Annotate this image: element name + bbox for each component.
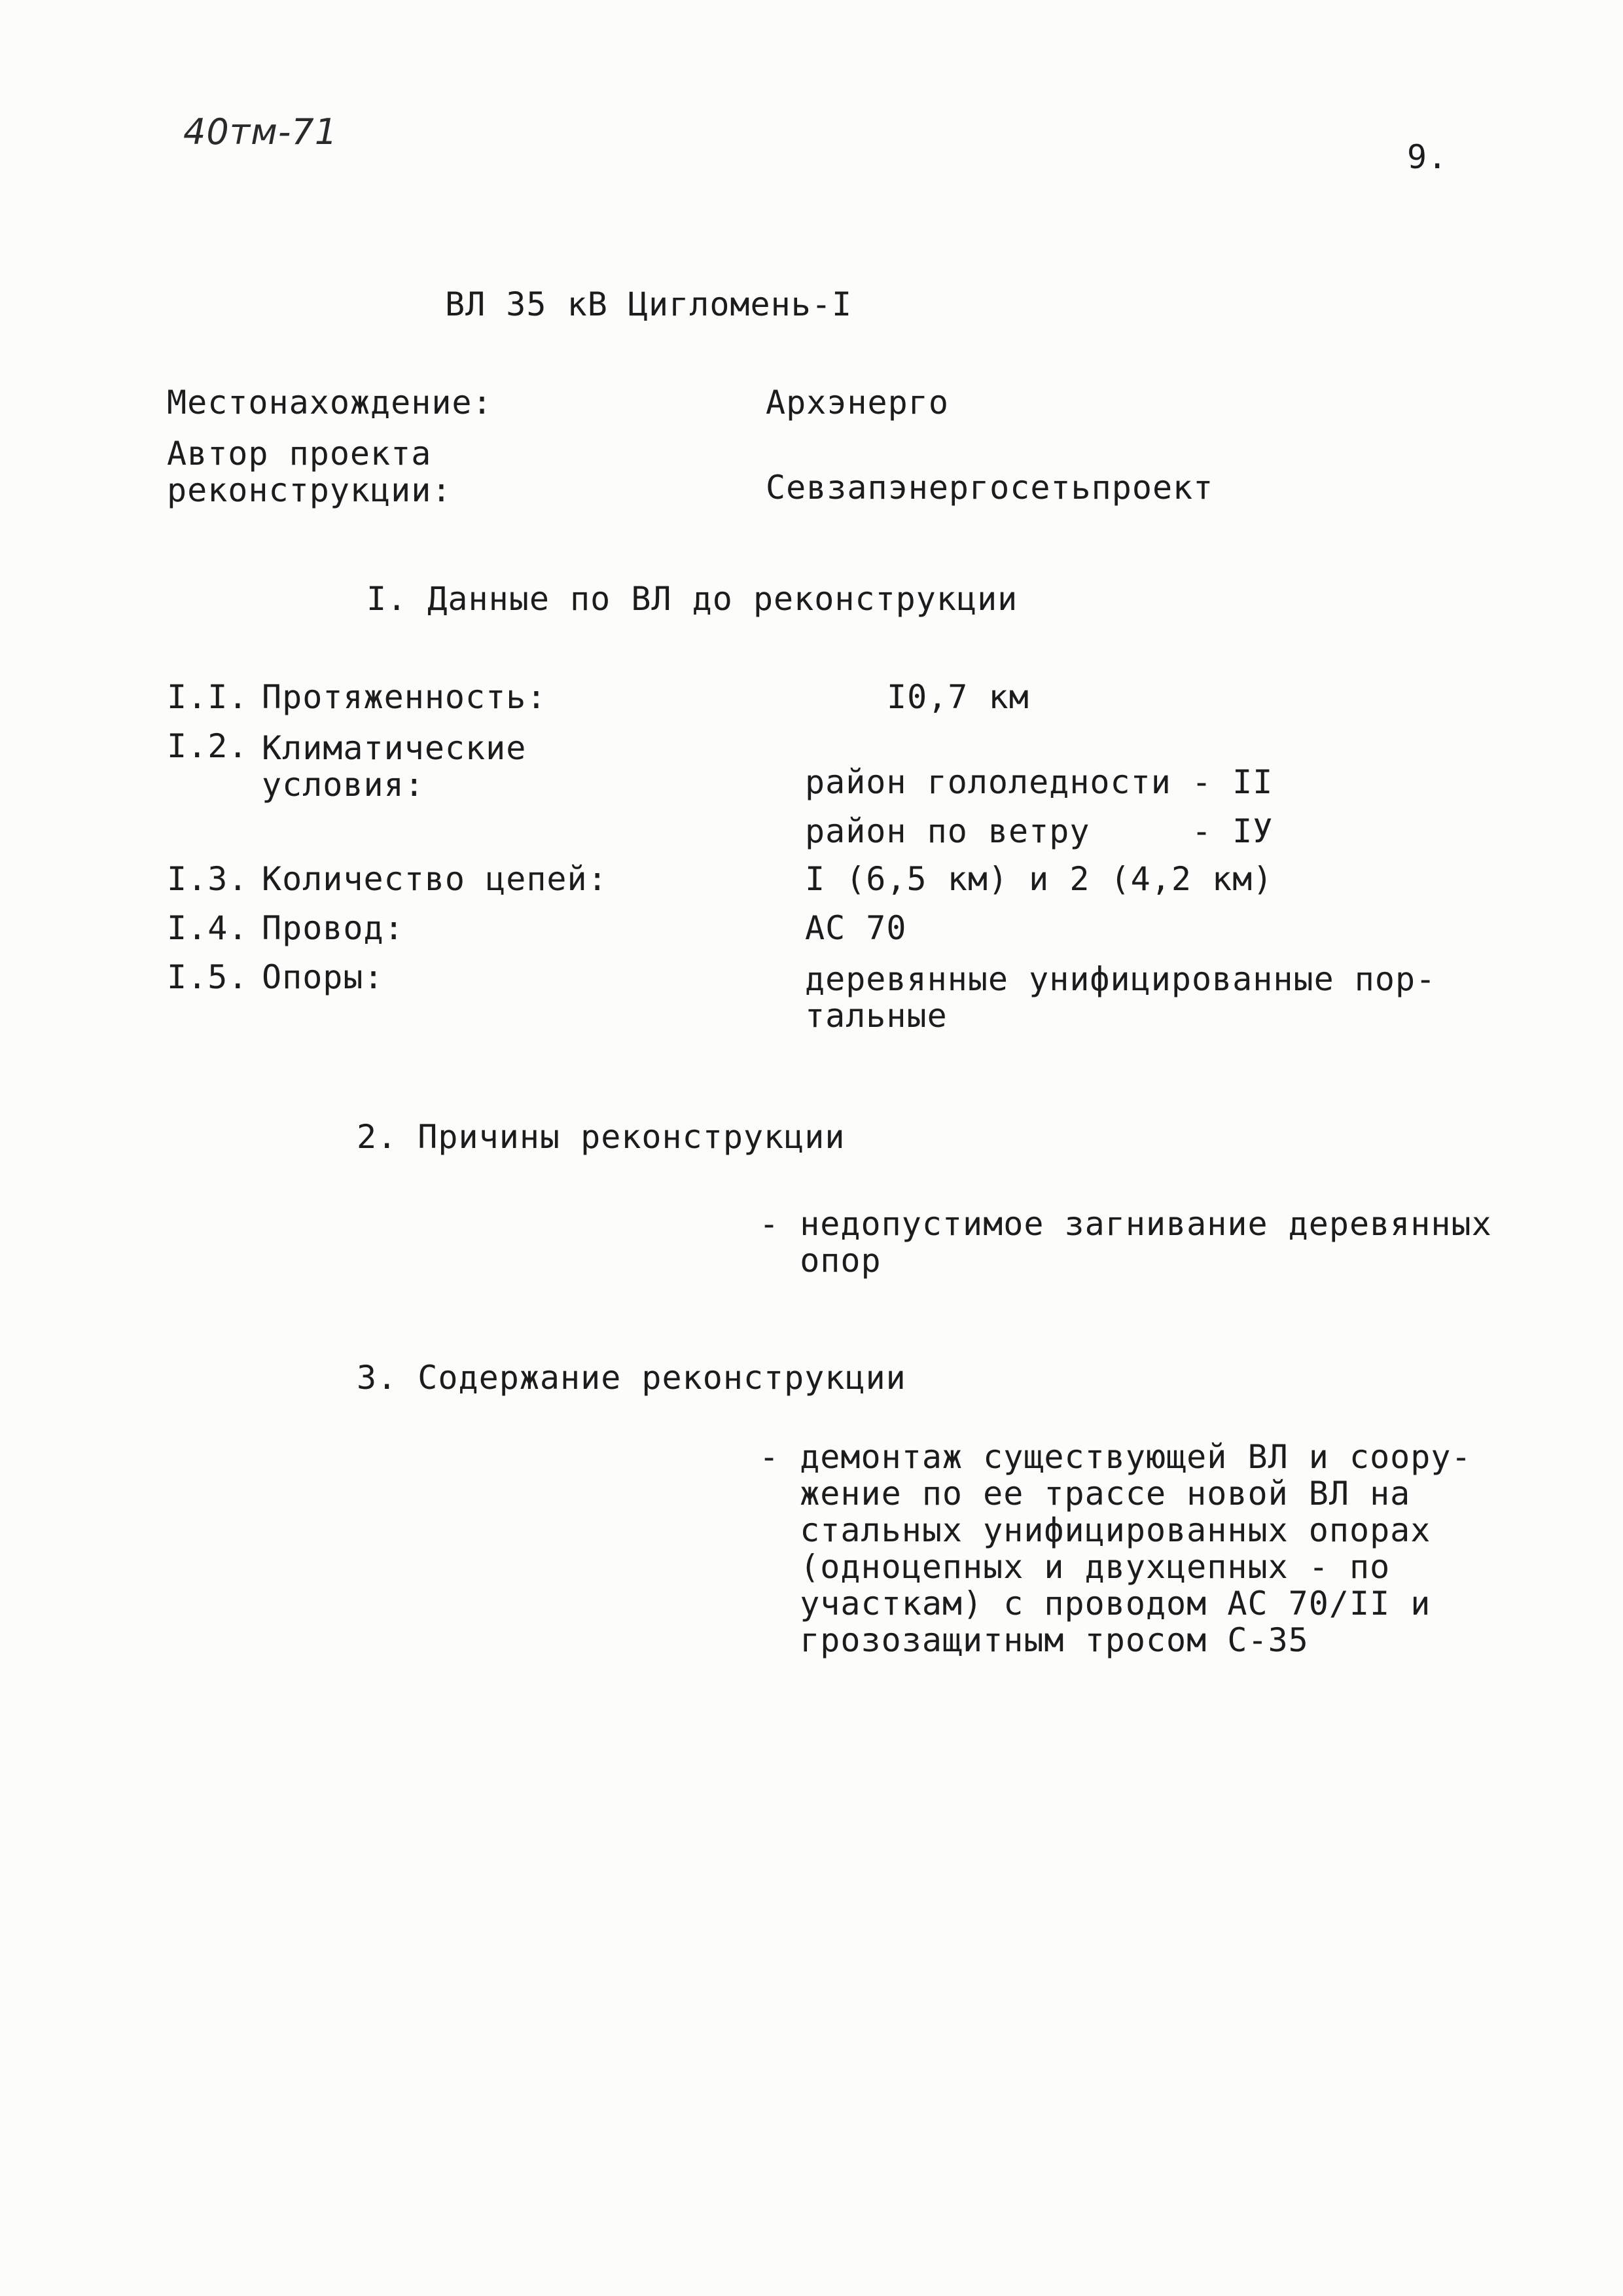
- item-value: АС 70: [805, 909, 907, 947]
- item-number: I.5.: [167, 958, 249, 996]
- item-label: Опоры:: [262, 958, 384, 996]
- item-value: деревянные унифицированные пор- тальные: [805, 960, 1436, 1035]
- section1-heading: I. Данные по ВЛ до реконструкции: [366, 580, 1018, 618]
- item-label: Климатические условия:: [262, 729, 527, 804]
- item-label: Провод:: [262, 909, 404, 947]
- section2-text: - недопустимое загнивание деревянных опор: [759, 1205, 1492, 1280]
- section3-text: - демонтаж существующей ВЛ и соору- жение по ее трассе новой ВЛ на стальных унифицированных опорах (одноцепных и двухцепных - по участкам) с проводом АС 70/II и грозозащитным тросом С-35: [759, 1438, 1472, 1659]
- section2-heading: 2. Причины реконструкции: [357, 1118, 846, 1156]
- page-number: 9.: [1407, 138, 1448, 176]
- archive-mark: 40тм-71: [183, 111, 338, 152]
- section3-heading: 3. Содержание реконструкции: [357, 1359, 906, 1397]
- author-label: Автор проекта реконструкции:: [167, 435, 452, 509]
- item-value-secondary: район по ветру - IУ: [805, 812, 1274, 850]
- location-label: Местонахождение:: [167, 384, 493, 422]
- item-label: Количество цепей:: [262, 860, 608, 898]
- author-value: Севзапэнергосетьпроект: [766, 469, 1214, 507]
- location-value: Архэнерго: [766, 384, 949, 422]
- item-label: Протяженность:: [262, 678, 547, 716]
- document-title: ВЛ 35 кВ Цигломень-I: [445, 285, 853, 323]
- item-value: I (6,5 км) и 2 (4,2 км): [805, 860, 1274, 898]
- item-number: I.3.: [167, 860, 249, 898]
- item-number: I.2.: [167, 727, 249, 765]
- item-number: I.4.: [167, 909, 249, 947]
- item-number: I.I.: [167, 678, 249, 716]
- item-value: I0,7 км: [887, 678, 1029, 716]
- item-value: район гололедности - II: [805, 763, 1274, 801]
